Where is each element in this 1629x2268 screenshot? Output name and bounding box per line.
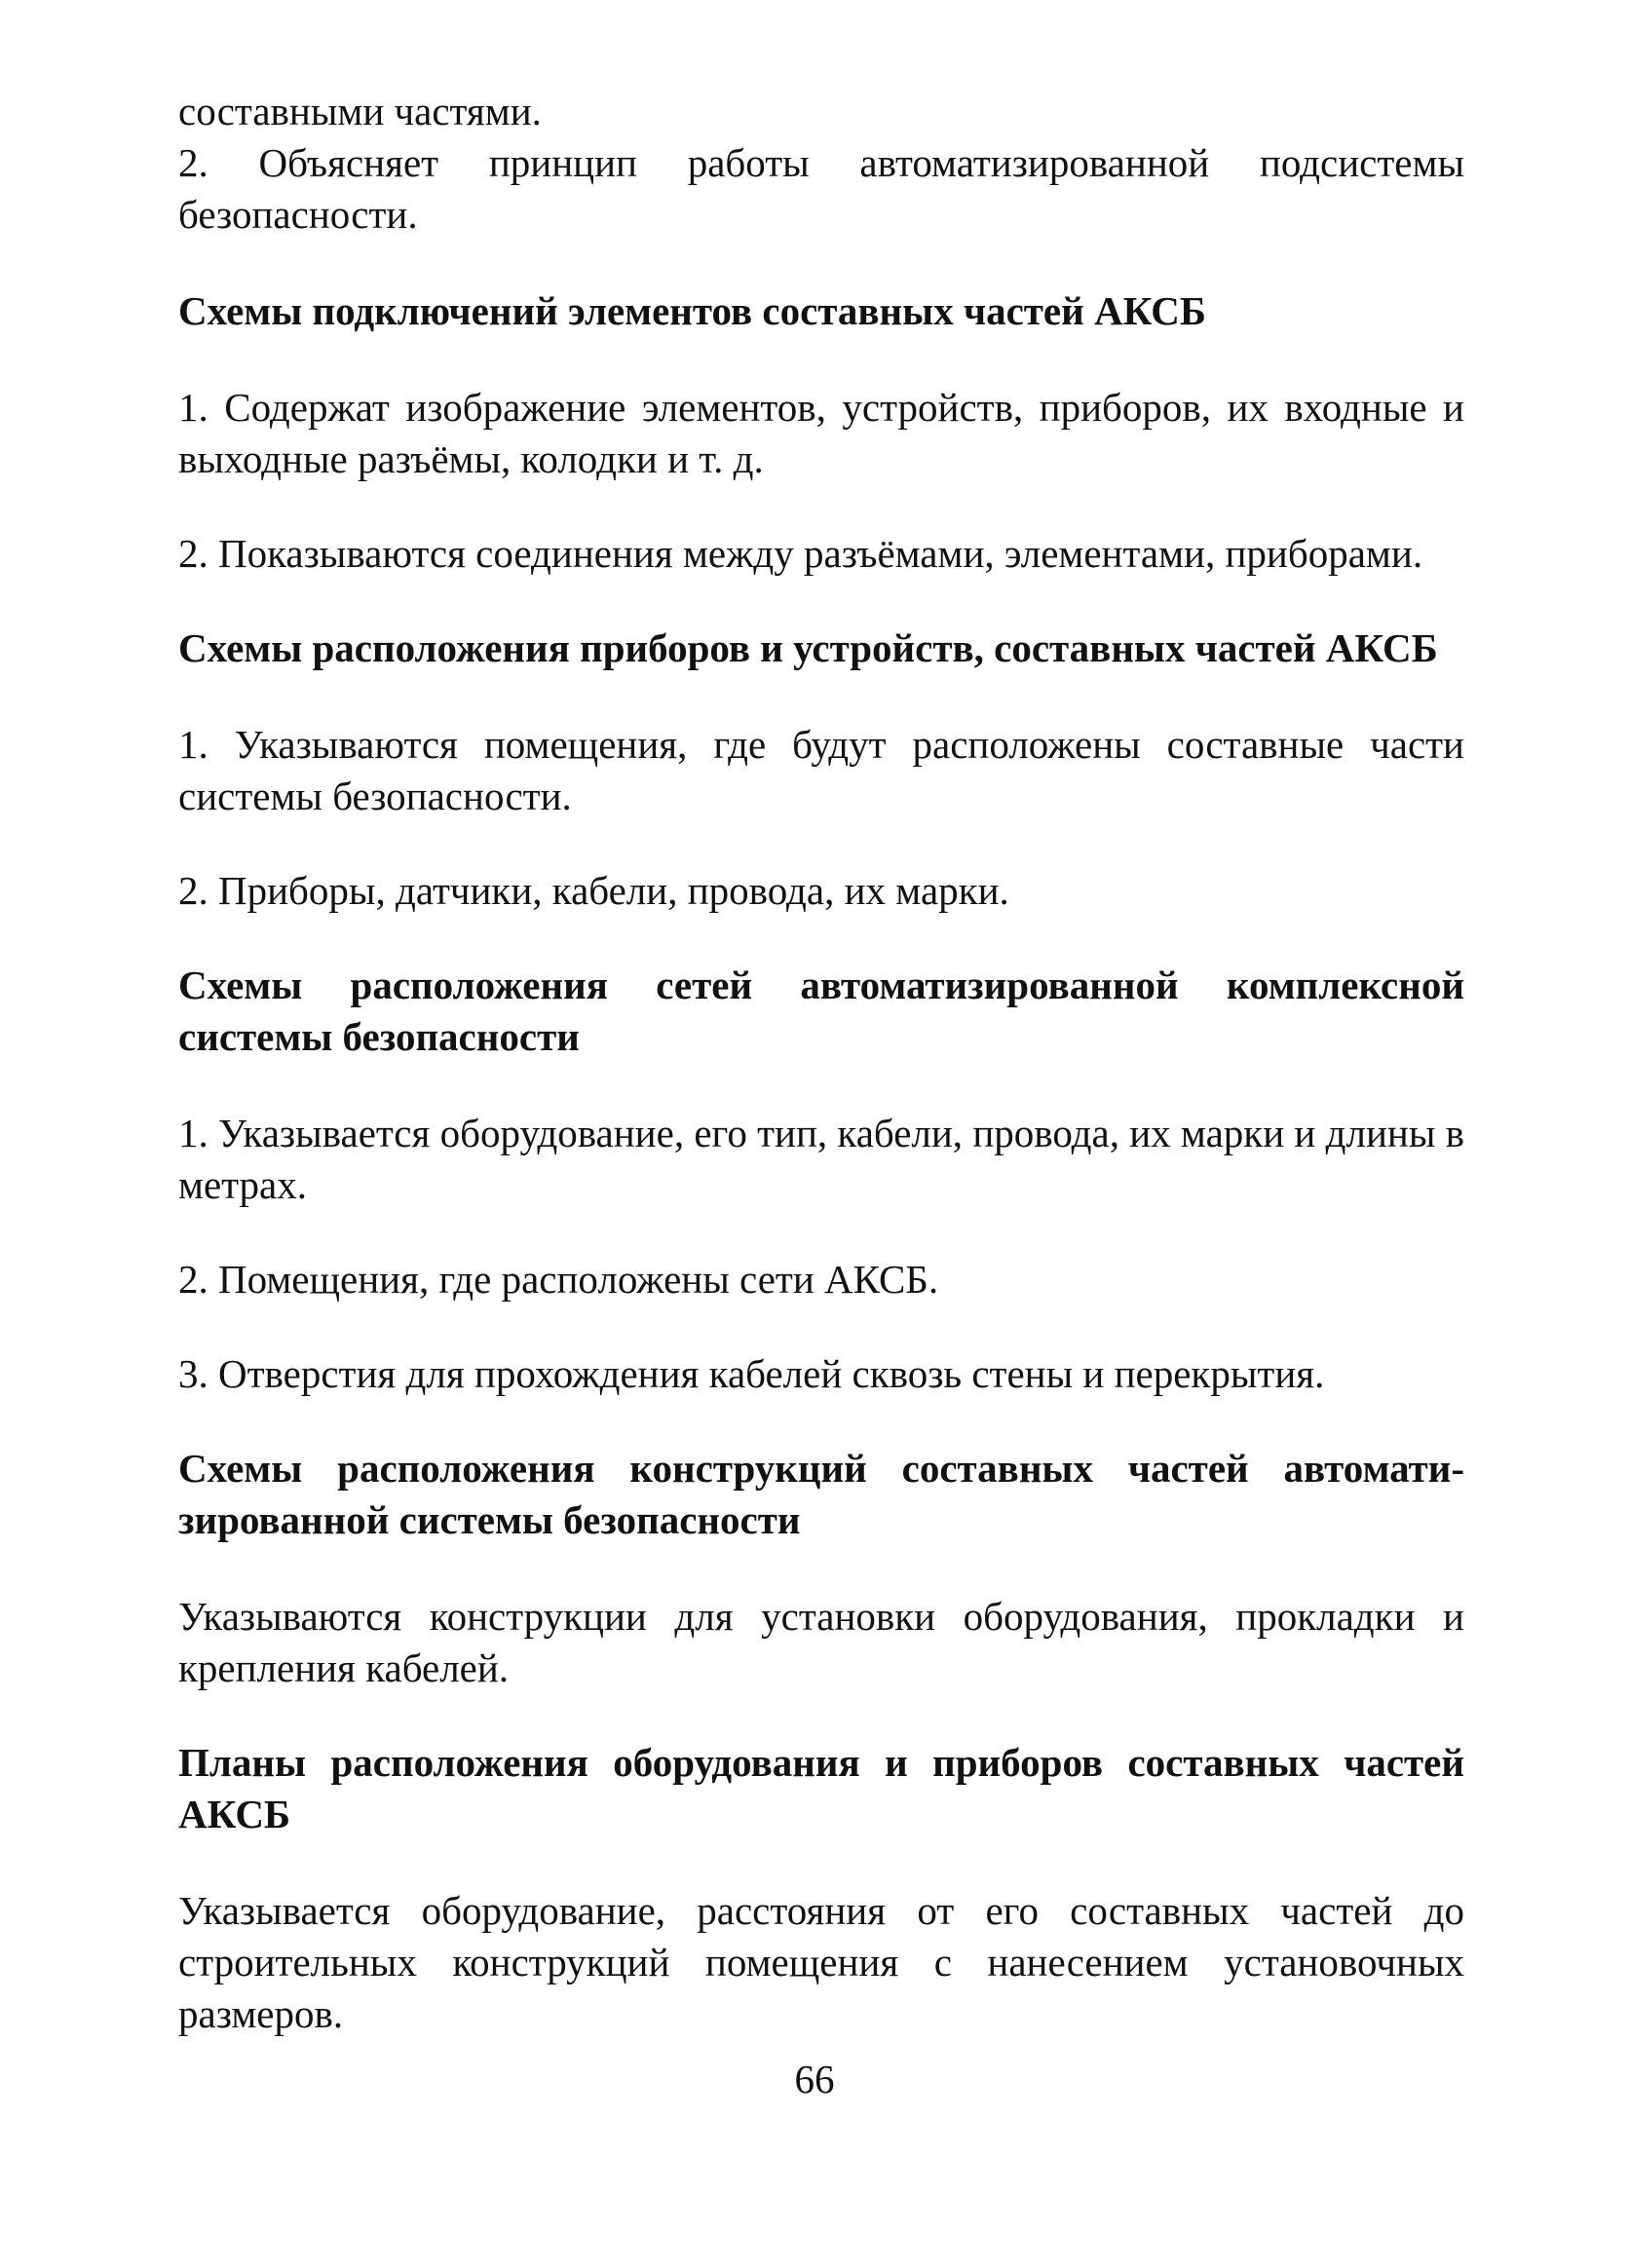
paragraph: 2. Помещения, где расположены сети АКСБ.: [178, 1257, 939, 1302]
paragraph: 2. Приборы, датчики, кабели, провода, их марки.: [178, 868, 1009, 913]
page-body: [178, 86, 1464, 2040]
paragraph: Указывается оборудование, расстояния от его составных частей до строительных конструкций помещения с нанесением установочных размеров.: [178, 1888, 1464, 2036]
paragraph: составными частями.: [178, 89, 542, 133]
paragraph: 1. Содержат изображение элементов, устройств, приборов, их входные и выходные разъёмы, колодки и т. д.: [178, 385, 1464, 481]
paragraph: 3. Отверстия для прохождения кабелей сквозь стены и перекрытия.: [178, 1351, 1325, 1396]
section-heading: Схемы расположения сетей автоматизированной комплексной системы безопасности: [178, 963, 1464, 1059]
section-heading: Схемы расположения приборов и устройств, составных частей АКСБ: [178, 625, 1438, 670]
page-number: 66: [794, 2057, 835, 2101]
paragraph: 1. Указываются помещения, где будут расположены составные части системы безопасности.: [178, 722, 1464, 818]
section-heading: Планы расположения оборудования и приборов составных частей АКСБ: [178, 1740, 1464, 1836]
section-heading: Схемы расположения конструкций составных частей автомати-зированной системы безопасности: [178, 1446, 1464, 1542]
paragraph: 2. Объясняет принцип работы автоматизированной подсистемы безопасности.: [178, 140, 1464, 237]
paragraph: Указываются конструкции для установки оборудования, прокладки и крепления кабелей.: [178, 1594, 1464, 1690]
paragraph: 2. Показываются соединения между разъёмами, элементами, приборами.: [178, 531, 1423, 576]
section-heading: Схемы подключений элементов составных частей АКСБ: [178, 288, 1207, 333]
paragraph: 1. Указывается оборудование, его тип, кабели, провода, их марки и длины в метрах.: [178, 1111, 1464, 1207]
